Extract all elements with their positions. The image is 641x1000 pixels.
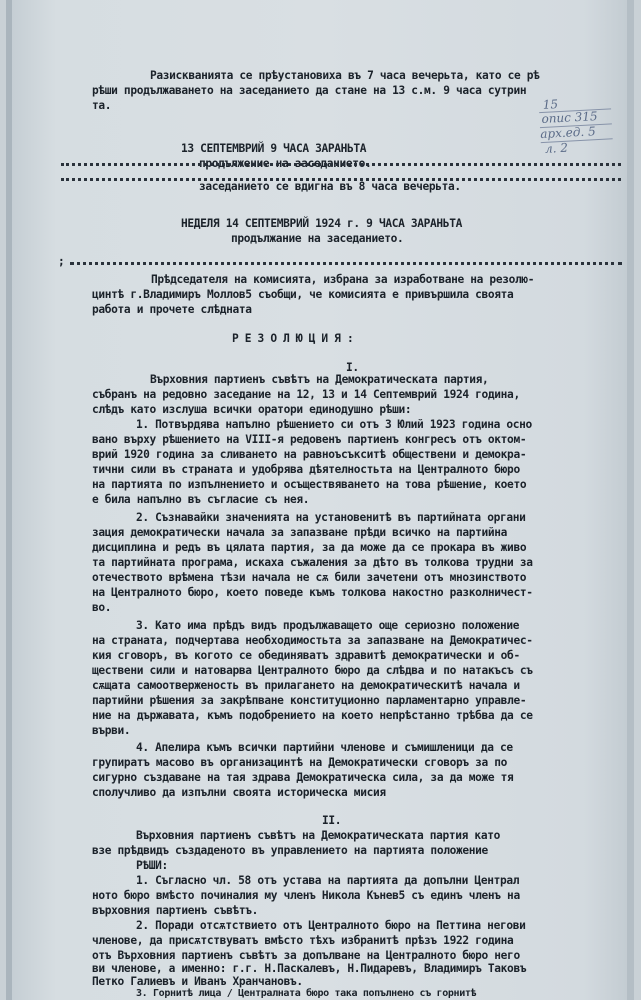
section1-line: та партийната програма, искаха съжаления за дѣто въ толкова трудни за <box>92 556 533 569</box>
section1-line: сигурно създаване на тая здрава Демократическа сила, за да може тя <box>92 771 514 784</box>
section1-line: врий 1920 година за сливането на равноъсъкситѣ обществени и демокра- <box>92 448 527 461</box>
archive-stamp <box>536 94 623 160</box>
section1-line: отечеството врѣмена тѣзи начала не сѫ били зачетени отъ мнозинството <box>92 571 527 584</box>
section1-line: партийни рѣшения за закрѣпване конституционно парламентарно управле- <box>92 694 527 707</box>
section2-numeral: II. <box>322 814 342 827</box>
header-line-2: рѣши продължаването на заседанието да стане на 13 с.м. 9 часа сутрин <box>92 84 527 97</box>
intro-line-1: Прѣдседателя на комисията, избрана за изработване на резолю- <box>151 273 535 286</box>
section1-line: ние на държавата, къмъ подобрението на което непрѣстанно трѣбва да се <box>92 709 533 722</box>
section1-line: слѣдъ като изслуша всички оратори единодушно рѣши: <box>92 403 412 416</box>
section2-line: 1. Съгласно чл. 58 отъ устава на партията да допълни Централ <box>136 874 520 887</box>
section1-line: на страната, подчертава необходимостьта за запазване на Демократичес- <box>92 634 533 647</box>
archive-stamp-unit: арх.ед. 5 <box>539 124 596 142</box>
section1-line: дисциплина и редъ въ цялата партия, за да може да се прокара въ живо <box>92 541 527 554</box>
session1-title: 13 СЕПТЕМВРИЙ 9 ЧАСА ЗАРАНЬТА <box>181 142 367 155</box>
intro-line-2: цинтѣ г.Владимиръ Моллов5 съобщи, че комисията е привършила своята <box>92 288 514 301</box>
section2-line: върховния партиенъ съвѣтъ. <box>92 904 259 917</box>
section1-line: на Централното бюро, което поведе къмъ толкова накостно разколничест- <box>92 586 533 599</box>
section1-line: 2. Съзнавайки значенията на установенитѣ въ партийната органи <box>136 511 526 524</box>
resolution-heading: Р Е З О Л Ю Ц И Я : <box>232 332 354 345</box>
semicolon-mark: ; <box>58 255 65 268</box>
section2-line: 3. Горнитѣ лица / Централната бюро така попълнено съ горнитѣ <box>136 988 477 999</box>
section1-line: е била напълно въ съгласие съ нея. <box>92 493 310 506</box>
section1-line: 1. Потвърдява напълно рѣшението си отъ 3 Юлий 1923 година осно <box>136 418 532 431</box>
section2-line: Петко Галиевъ и Иванъ Хранчановъ. <box>92 975 303 988</box>
section2-line: отъ Върховния партиенъ съвѣтъ за допълване на Централното бюро него <box>92 949 520 962</box>
session2-title: НЕДЕЛЯ 14 СЕПТЕМВРИЙ 1924 г. 9 ЧАСА ЗАРАНЬТА <box>181 217 462 230</box>
section1-line: во. <box>92 601 112 614</box>
section1-line: сѫщата самоотверженость въ прилагането на демократическитѣ начала и <box>92 679 520 692</box>
page-right-edge <box>627 0 634 1000</box>
section2-line: 2. Поради отсѫтствието отъ Централното бюро на Петтина негови <box>136 919 526 932</box>
session1-subtitle: продължение на заседанието. <box>199 157 372 170</box>
header-line-3: та. <box>92 99 112 112</box>
header-line-1: Разискванията се прѣустановиха въ 7 часа вечерьта, като се рѣ <box>150 69 540 82</box>
section1-line: събранъ на редовно заседание на 12, 13 и 14 Септемврий 1924 година, <box>92 388 520 401</box>
section1-line: групиратъ масово въ организацинтѣ на Демократически сговоръ за по <box>92 756 508 769</box>
section2-line: ви членове, а именно: г.г. Н.Паскалевъ, Н.Пидаревъ, Владимиръ Таковъ <box>92 962 527 975</box>
archive-stamp-sheet: л. 2 <box>544 140 569 156</box>
section1-line: кия сговоръ, въ когото се обединяватъ здравитѣ демократически и об- <box>92 649 520 662</box>
dotted-separator-3 <box>70 262 622 265</box>
archive-stamp-fond: 15 <box>542 97 559 112</box>
section1-line: ществени сили и натоварва Централното бюро да слѣдва и по натакъсъ съ <box>92 664 533 677</box>
section1-line: тични сили въ страната и удобрява дѣятелностьта на Централното бюро <box>92 463 520 476</box>
section1-line: 4. Апелира къмъ всички партийни членове и съмишленици да се <box>136 741 513 754</box>
session2-subtitle: продължание на заседанието. <box>231 232 404 245</box>
archive-stamp-opis: опис 315 <box>541 109 598 126</box>
document-page <box>6 0 634 1000</box>
section2-line: взе прѣдвидъ създаденото въ управлението на партията положение <box>92 844 488 857</box>
section1-line: 3. Като има прѣдъ видъ продължаващето още сериозно положение <box>136 619 520 632</box>
section1-line: зация демократически начала за запазване прѣди всичко на партийна <box>92 526 508 539</box>
section2-line: Върховния партиенъ съвѣтъ на Демократическата партия като <box>136 829 507 842</box>
section1-line: вано върху рѣшението на VIII-я редовенъ партиенъ конгресъ отъ октом- <box>92 433 527 446</box>
adjourn-line: заседанието се вдигна въ 8 часа вечерьта. <box>199 180 461 193</box>
intro-line-3: работа и прочете слѣдната <box>92 303 252 316</box>
page-left-edge <box>6 0 12 1000</box>
section1-line: Върховния партиенъ съвѣтъ на Демократическата партия, <box>150 373 489 386</box>
section2-line: членове, да присѫтствуватъ вмѣсто тѣхъ избранитѣ прѣзъ 1922 година <box>92 934 514 947</box>
section1-line: сполучливо да изпълни своята историческа мисия <box>92 786 386 799</box>
section2-line: ното бюро вмѣсто починалия му членъ Никола Кънев5 съ единъ членъ на <box>92 889 520 902</box>
section1-line: върви. <box>92 724 131 737</box>
section1-numeral: I. <box>346 361 359 374</box>
section2-line: РѢШИ: <box>136 859 168 872</box>
section1-line: на партията по изпълнението и осъществяването на това рѣшение, което <box>92 478 527 491</box>
dotted-separator-1 <box>61 163 621 166</box>
